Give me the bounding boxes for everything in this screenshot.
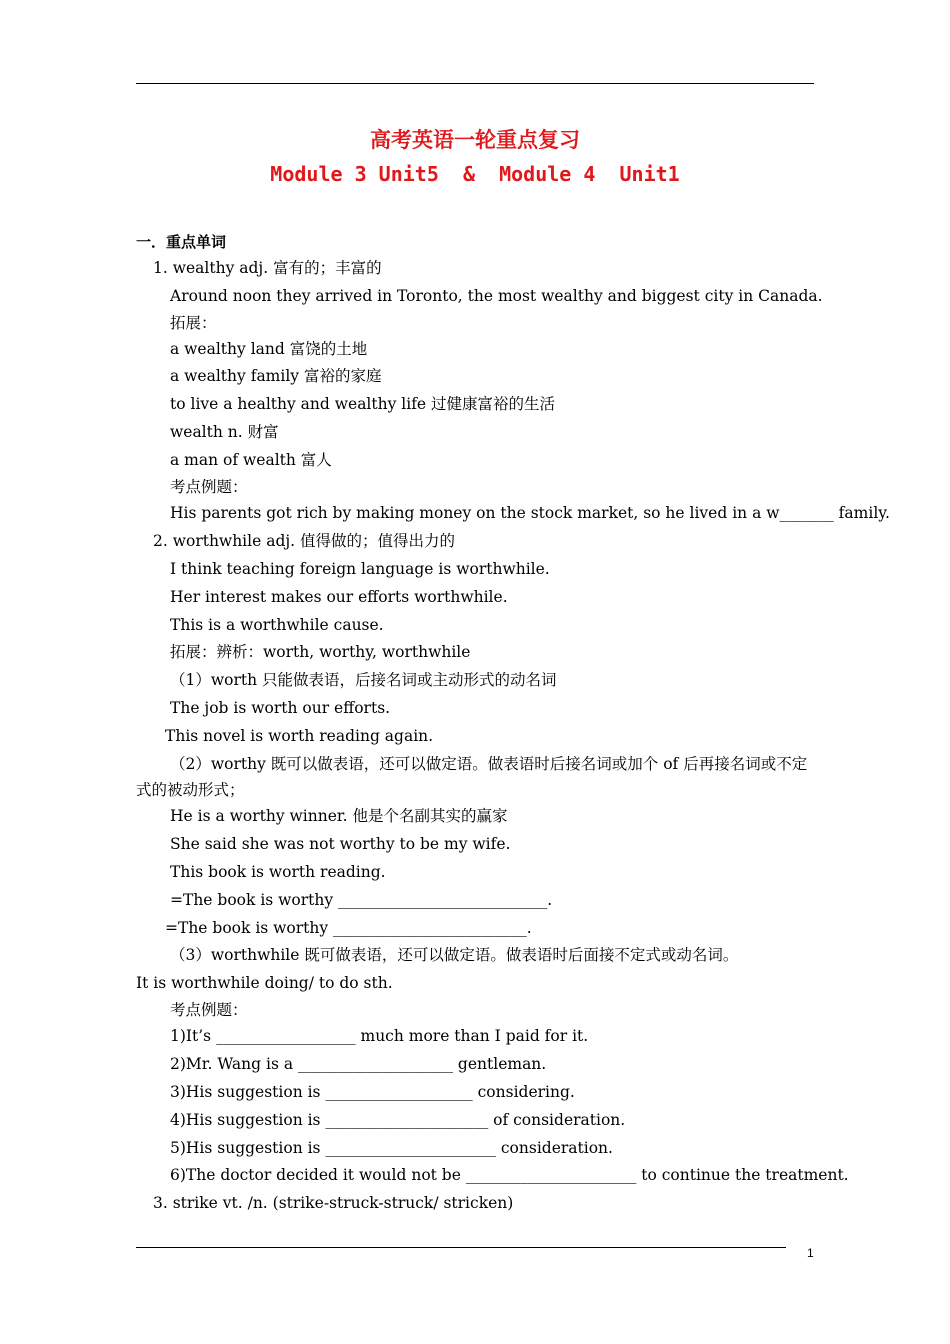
document-title: 高考英语一轮重点复习 <box>370 128 580 152</box>
example-sentence: This book is worth reading. <box>170 863 386 881</box>
vocab-item-strike: 3. strike vt. /n. (strike-struck-struck/ stricken) <box>153 1194 514 1212</box>
example-sentence: It is worthwhile doing/ to do sth. <box>136 974 393 992</box>
rule-worth: （1）worth 只能做表语，后接名词或主动形式的动名词 <box>170 671 557 689</box>
vocab-item-worthwhile: 2. worthwhile adj. 值得做的；值得出力的 <box>153 532 456 550</box>
exercise-question: 6)The doctor decided it would not be ______________________ to continue the treatment. <box>170 1166 849 1184</box>
footer-rule <box>136 1247 786 1248</box>
exercise-question: 5)His suggestion is ______________________ consideration. <box>170 1139 613 1157</box>
phrase-line: a wealthy family 富裕的家庭 <box>170 367 382 385</box>
phrase-line: wealth n. 财富 <box>170 423 279 441</box>
fill-in-blank: =The book is worthy ___________________________. <box>170 891 553 909</box>
fill-in-blank: =The book is worthy _________________________. <box>165 919 532 937</box>
page-number: 1 <box>807 1246 814 1260</box>
extension-label: 拓展：辨析：worth, worthy, worthwhile <box>170 643 471 661</box>
section-heading: 一．重点单词 <box>136 233 227 251</box>
phrase-line: a wealthy land 富饶的土地 <box>170 340 368 358</box>
exercise-question: 3)His suggestion is ___________________ considering. <box>170 1083 575 1101</box>
extension-label: 拓展： <box>170 314 217 332</box>
vocab-item-wealthy: 1. wealthy adj. 富有的；丰富的 <box>153 259 382 277</box>
rule-worthy: （2）worthy 既可以做表语，还可以做定语。做表语时后接名词或加个 of 后再接名词或不定 <box>170 755 808 773</box>
example-sentence: Her interest makes our efforts worthwhile. <box>170 588 508 606</box>
exercise-question: His parents got rich by making money on the stock market, so he lived in a w_______ family. <box>170 504 890 522</box>
rule-worthy-continued: 式的被动形式； <box>136 781 245 799</box>
example-sentence: He is a worthy winner. 他是个名副其实的赢家 <box>170 807 508 825</box>
example-sentence: Around noon they arrived in Toronto, the most wealthy and biggest city in Canada. <box>170 287 823 305</box>
rule-worthwhile: （3）worthwhile 既可做表语，还可以做定语。做表语时后面接不定式或动名词。 <box>170 946 739 964</box>
header-rule <box>136 83 814 84</box>
exercise-label: 考点例题： <box>170 1001 248 1019</box>
example-sentence: This is a worthwhile cause. <box>170 616 384 634</box>
exercise-label: 考点例题： <box>170 478 248 496</box>
example-sentence: This novel is worth reading again. <box>165 727 434 745</box>
exercise-question: 4)His suggestion is _____________________ of consideration. <box>170 1111 626 1129</box>
phrase-line: a man of wealth 富人 <box>170 451 332 469</box>
example-sentence: She said she was not worthy to be my wife. <box>170 835 511 853</box>
example-sentence: I think teaching foreign language is worthwhile. <box>170 560 550 578</box>
document-subtitle: Module 3 Unit5 & Module 4 Unit1 <box>270 162 680 186</box>
phrase-line: to live a healthy and wealthy life 过健康富裕的生活 <box>170 395 556 413</box>
exercise-question: 1)It’s __________________ much more than I paid for it. <box>170 1027 589 1045</box>
example-sentence: The job is worth our efforts. <box>170 699 391 717</box>
exercise-question: 2)Mr. Wang is a ____________________ gentleman. <box>170 1055 547 1073</box>
